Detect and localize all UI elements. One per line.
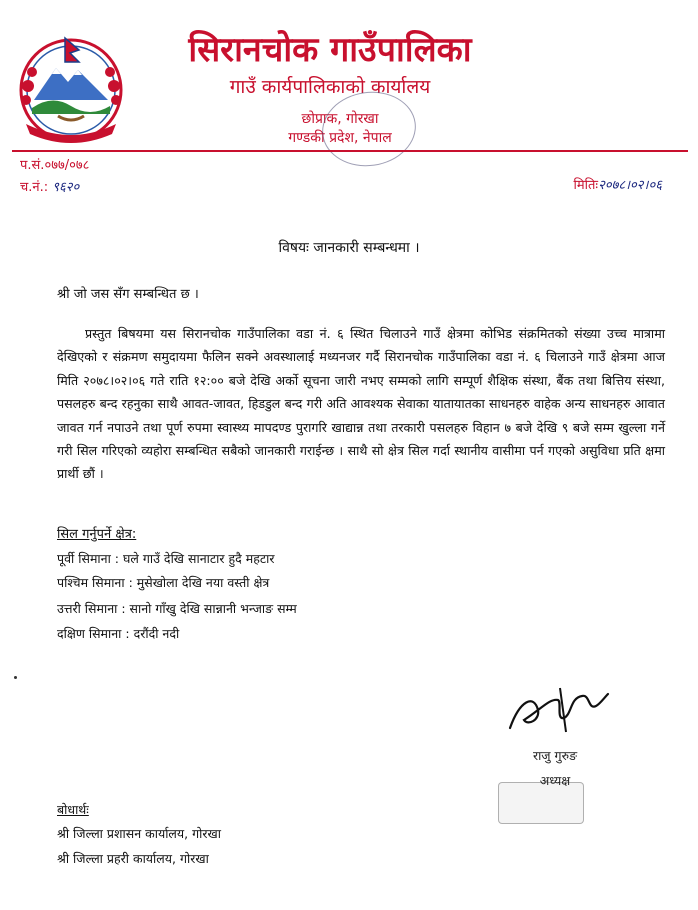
boundary-east: पूर्वी सिमाना : घले गाउँ देखि सानाटार हुदै महटार bbox=[57, 551, 275, 566]
body-paragraph: प्रस्तुत बिषयमा यस सिरानचोक गाउँपालिका वडा नं. ६ स्थित चिलाउने गाउँ क्षेत्रमा कोभिड संक्रमितको संख्या उच्च मात्रामा देखिएको र संक्रमण समुदायमा फैलिन सक्ने अवस्थालाई मध्यनजर गर्दै सिरानचोक गाउँपालिका वडा नं. ६ चिलाउने गाउँ क्षेत्रमा आज मिति २०७८।०२।०६ गते राति १२:०० बजे देखि अर्को सूचना जारी नभए सम्मको लागि सम्पूर्ण शैक्षिक संस्था, बैंक तथा बित्तिय संस्था, पसलहरु बन्द रहनुका साथै आवत-जावत, हिडडुल बन्द गरी अति आवश्यक सेवाका यातायातका साधनहरु वाहेक अन्य साधनहरु आवात जावत गर्न नपाउने तथा पूर्ण रुपमा स्वास्थ्य मापदण्ड पुरागरि खाद्यान्न तथा तरकारी पसलहरु विहान ७ बजे देखि ९ बजे सम्म खुल्ला गर्ने गरी सिल गरिएको व्यहोरा सम्बन्धित सबैको जानकारी गराईन्छ । साथै सो क्षेत्र सिल गर्दा स्थानीय वासीमा पर्न गएको असुविधा प्रति क्षमा प्रार्थी छौं । bbox=[57, 326, 665, 482]
ps-label: प.सं. bbox=[20, 158, 45, 173]
salutation: श्री जो जस सँग सम्बन्धित छ । bbox=[57, 287, 199, 302]
handwritten-signature bbox=[500, 680, 620, 740]
municipality-title: सिरानचोक गाउँपालिका bbox=[188, 30, 472, 70]
boundary-south: दक्षिण सिमाना : दरौंदी नदी bbox=[57, 626, 180, 641]
office-subtitle: गाउँ कार्यपालिकाको कार्यालय bbox=[229, 76, 431, 98]
letterhead-divider bbox=[12, 150, 688, 152]
signatory-name: राजु गुरुङ bbox=[532, 748, 578, 763]
cc-heading: बोधार्थः bbox=[57, 802, 89, 817]
cn-value: ९६२० bbox=[52, 180, 80, 195]
cc-recipient: श्री जिल्ला प्रशासन कार्यालय, गोरखा bbox=[57, 826, 221, 841]
letter-subject: विषयः जानकारी सम्बन्धमा । bbox=[278, 240, 420, 256]
cc-recipient: श्री जिल्ला प्रहरी कार्यालय, गोरखा bbox=[57, 851, 209, 866]
reference-ps bbox=[20, 158, 89, 174]
address-line-2: गण्डकी प्रदेश, नेपाल bbox=[288, 130, 392, 146]
cn-label: च.नं.: bbox=[20, 180, 49, 195]
seal-area-heading: सिल गर्नुपर्ने क्षेत्र: bbox=[57, 527, 137, 542]
ps-value: ०७७/०७८ bbox=[44, 158, 90, 173]
boundary-west: पश्चिम सिमाना : मुसेखोला देखि नया वस्ती क्षेत्र bbox=[57, 575, 270, 590]
letter-date bbox=[574, 178, 662, 194]
scan-speck bbox=[14, 676, 17, 679]
address-line-1: छोप्राक, गोरखा bbox=[301, 111, 379, 127]
nepal-emblem-icon bbox=[12, 28, 130, 146]
signatory-title: अध्यक्ष bbox=[539, 773, 571, 788]
date-label: मितिः bbox=[573, 178, 599, 193]
boundary-north: उत्तरी सिमाना : सानो गाँखु देखि सान्नानी भन्जाङ सम्म bbox=[57, 601, 297, 616]
date-value: २०७८।०२।०६ bbox=[598, 178, 662, 193]
reference-cn bbox=[20, 180, 79, 196]
